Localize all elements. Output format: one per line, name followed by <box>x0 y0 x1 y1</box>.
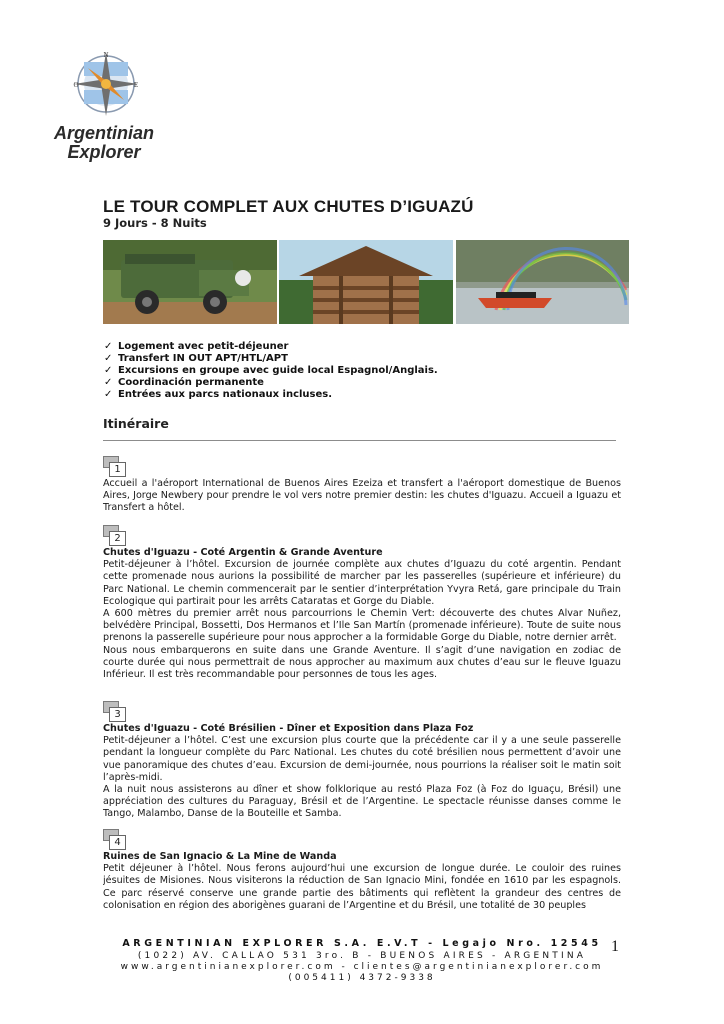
page-number: 1 <box>611 938 619 955</box>
company-logo <box>48 44 160 168</box>
checkmark-icon: ✓ <box>104 341 113 352</box>
list-item: ✓ Excursions en groupe avec guide local Espagnol/Anglais. <box>104 365 438 376</box>
day-4-description: Ruines de San Ignacio & La Mine de Wanda Petit déjeuner à l’hôtel. Nous ferons aujourd’hui une excursion de longue durée. Le couloir des ruines jésuites de Misiones. Nous visiterons la réduction de San Ignacio Mini, fondée en 1610 par les espagnols. Ce parc réservé conserve une grande partie des bâtiments qui reflètent la grandeur des centres de colonisation en région des aborigènes guarani de l’Argentine et du Brésil, une totalité de 30 peuples <box>103 851 621 911</box>
day-3-description: Chutes d'Iguazu - Coté Brésilien - Dîner et Exposition dans Plaza Foz Petit-déjeuner a l’hôtel. C’est une excursion plus courte que la précédente car il y a une seule passerelle pendant la longueur complète du Parc National. Les chutes du coté brésilien nous permettent d’avoir une vue panoramique des chutes d’eau. Excursion de demi-journée, nous pourrions la réaliser soit le matin soit l’après-midi. A la nuit nous assisterons au dîner et show folklorique au restó Plaza Foz (à Foz do Iguaçu, Brésil) une appréciation des cultures du Paraguay, Brésil et de l’Argentine. Le spectacle réunisse danses comme le Tango, Malambo, Danse de la Bouteille et Samba. <box>103 723 621 820</box>
logo-brand-line2: Explorer <box>67 142 141 162</box>
day-title: Chutes d'Iguazu - Coté Brésilien - Dîner et Exposition dans Plaza Foz <box>103 723 474 734</box>
day-number-icon <box>103 701 125 721</box>
checkmark-icon: ✓ <box>104 377 113 388</box>
day-title: Ruines de San Ignacio & La Mine de Wanda <box>103 851 337 862</box>
day-title: Chutes d'Iguazu - Coté Argentin & Grande Aventure <box>103 547 383 558</box>
day-2-description: Chutes d'Iguazu - Coté Argentin & Grande Aventure Petit-déjeuner à l’hôtel. Excursion de journée complète aux chutes d’Iguazu du coté argentin. Pendant cette promenade nous aurions la possibilité de marcher par les passerelles (supérieure et inférieure) du Parc National. Le chemin commencerait par le sentier d’interprétation Yvyra Retá, gare principale du Train Ecologique qui partirait pour les arrêts Cataratas et Gorge du Diable. A 600 mètres du premier arrêt nous parcourrions le Chemin Vert: découverte des chutes Alvar Nuñez, belvédère Principal, Bossetti, Dos Hermanos et l’Ile San Martín (promenade inférieure). Toute de suite nous prenons la passerelle supérieure pour nous approcher a la formidable Gorge du Diable, notre dernier arrêt. Nous nous embarquerons en suite dans une Grande Aventure. Il s’agit d’une navigation en zodiac de courte durée qui nous permettrait de nous approcher au maximum aux chutes d’eau sur le fleuve Iguazu Inférieur. Il est très recommandable pour personnes de tous les ages. <box>103 547 621 681</box>
list-item: ✓ Entrées aux parcs nationaux incluses. <box>104 389 333 400</box>
page-subtitle: 9 Jours - 8 Nuits <box>103 216 207 230</box>
day-number-icon <box>103 525 125 545</box>
checkmark-icon: ✓ <box>104 389 113 400</box>
compass-letter-o: O <box>73 81 79 89</box>
footer-web-email: www.argentinianexplorer.com - clientes@argentinianexplorer.com <box>120 962 604 972</box>
logo-brand-line1: Argentinian <box>53 123 154 143</box>
day-number: 1 <box>109 462 126 477</box>
compass-letter-e: E <box>133 81 139 89</box>
footer-company: ARGENTINIAN EXPLORER S.A. E.V.T - Legajo Nro. 12545 <box>122 938 602 949</box>
boat-rainbow-photo <box>456 240 629 324</box>
day-1-description: Accueil a l'aéroport International de Buenos Aires Ezeiza et transfert a l'aéroport domestique de Buenos Aires, Jorge Newbery pour prendre le vol vers notre premier destin: les chutes d'Iguazu. Accueil a Iguazu et Transfert a hôtel. <box>103 478 621 514</box>
wooden-tower-photo <box>279 240 453 324</box>
page-title: LE TOUR COMPLET AUX CHUTES D’IGUAZÚ <box>103 197 474 216</box>
checkmark-icon: ✓ <box>104 353 113 364</box>
list-item: ✓ Transfert IN OUT APT/HTL/APT <box>104 353 288 364</box>
compass-rose-icon <box>48 44 160 124</box>
inclusions-list <box>103 341 438 401</box>
day-number: 3 <box>109 707 126 722</box>
day-number-icon <box>103 829 125 849</box>
day-number-icon <box>103 456 125 476</box>
truck-photo <box>103 240 277 324</box>
footer-address: (1022) AV. CALLAO 531 3ro. B - BUENOS AIRES - ARGENTINA <box>137 951 587 961</box>
checkmark-icon: ✓ <box>104 365 113 376</box>
footer-phone: (005411) 4372-9338 <box>288 973 436 983</box>
list-item: ✓ Coordinación permanente <box>104 377 264 388</box>
list-item: ✓ Logement avec petit-déjeuner <box>104 341 289 352</box>
divider <box>103 440 616 441</box>
compass-letter-n: N <box>103 51 109 59</box>
day-number: 4 <box>109 835 126 850</box>
itinerary-heading: Itinéraire <box>103 416 169 431</box>
day-number: 2 <box>109 531 126 546</box>
